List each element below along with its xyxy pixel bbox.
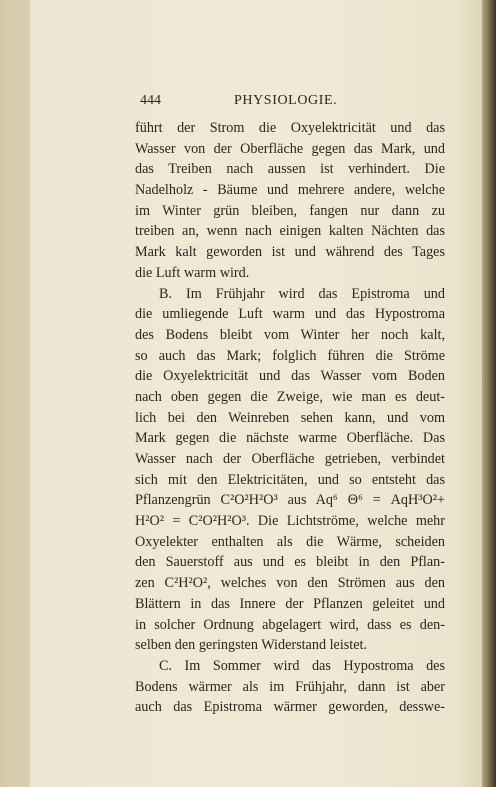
- text-line: so auch das Mark; folglich führen die Ströme: [135, 347, 445, 364]
- text-line: nach oben gegen die Zweige, wie man es deut-: [135, 388, 445, 405]
- paragraph-start: B. Im Frühjahr wird das Epistroma und: [159, 285, 445, 302]
- text-line: Nadelholz - Bäume und mehrere andere, welche: [135, 182, 445, 199]
- text-line: die Oxyelektricität und das Wasser vom Boden: [135, 368, 445, 385]
- text-line: die Luft warm wird.: [135, 264, 250, 281]
- text-line: das Treiben nach aussen ist verhindert. Die: [135, 161, 445, 178]
- text-line: sich mit den Elektricitäten, und so entsteht das: [135, 471, 445, 488]
- paragraph-start: C. Im Sommer wird das Hypostroma des: [159, 657, 445, 674]
- text-line: lich bei den Weinreben sehen kann, und vom: [135, 409, 445, 426]
- text-line: im Winter grün bleiben, fangen nur dann zu: [135, 202, 445, 219]
- text-line: Pflanzengrün C²O²H²O³ aus Aq⁶ Θ⁶ = AqH³O²+: [135, 492, 445, 509]
- text-line: selben den geringsten Widerstand leistet.: [135, 637, 368, 654]
- text-line: Oxyelekter enthalten als die Wärme, scheiden: [135, 533, 445, 550]
- text-line: Wasser nach der Oberfläche getrieben, verbindet: [135, 451, 445, 467]
- body-text: [135, 118, 445, 718]
- running-title: PHYSIOLOGIE.: [234, 93, 338, 108]
- page-number: 444: [140, 93, 161, 108]
- text-line: treiben an, wenn nach einigen kalten Nächten das: [135, 223, 445, 240]
- text-line: zen C²H²O², welches von den Strömen aus den: [135, 575, 445, 592]
- text-line: H²O² = C²O²H²O³. Die Lichtströme, welche mehr: [135, 513, 445, 530]
- text-line: Mark gegen die nächste warme Oberfläche. Das: [135, 430, 445, 447]
- text-line: auch das Epistroma wärmer geworden, desswe-: [135, 699, 445, 716]
- text-line: Mark kalt geworden ist und während des Tages: [135, 244, 445, 261]
- text-line: die umliegende Luft warm und das Hypostroma: [135, 306, 445, 323]
- text-line: des Bodens bleibt vom Winter her noch kalt,: [135, 326, 445, 343]
- page-stack-edge: [0, 0, 30, 787]
- book-gutter: [482, 0, 496, 787]
- text-line: Blättern in das Innere der Pflanzen geleitet und: [135, 595, 445, 612]
- text-line: führt der Strom die Oxyelektricität und das: [135, 120, 445, 136]
- text-line: Bodens wärmer als im Frühjahr, dann ist aber: [135, 678, 445, 695]
- text-line: in solcher Ordnung abgelagert wird, dass es den-: [135, 616, 445, 633]
- text-line: den Sauerstoff aus und es bleibt in den Pflan-: [135, 554, 445, 571]
- page-header: [132, 93, 444, 113]
- text-line: Wasser von der Oberfläche gegen das Mark, und: [135, 140, 445, 157]
